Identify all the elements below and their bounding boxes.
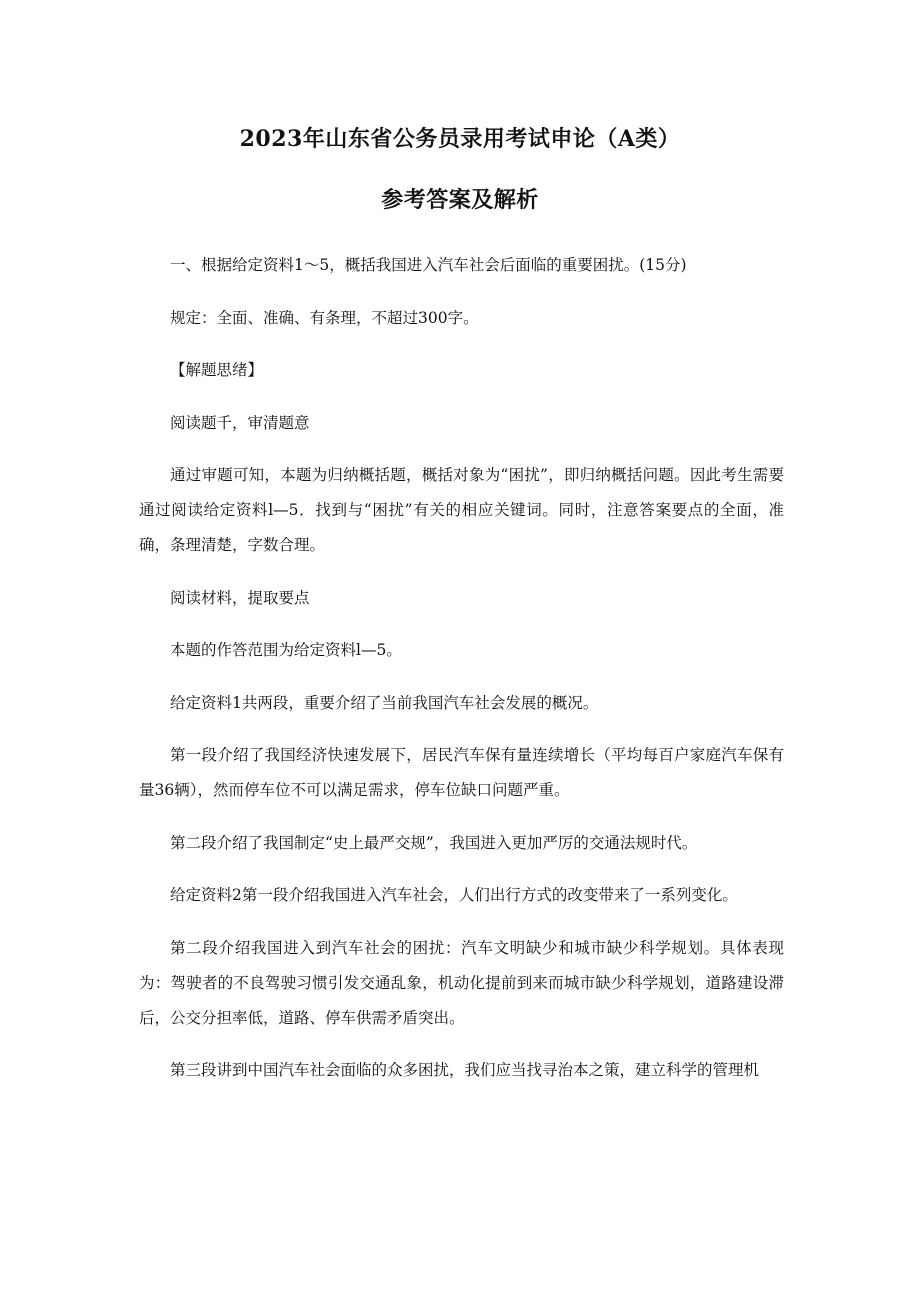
document-title: 2023年山东省公务员录用考试申论（A类） [239,126,681,152]
paragraph: 通过审题可知，本题为归纳概括题，概括对象为“困扰”，即归纳概括问题。因此考生需要通过阅读给定资料l—5．找到与“困扰”有关的相应关键词。同时，注意答案要点的全面，准确，条理清楚，字数合理。 [139,466,784,554]
subheading-read-question: 阅读题千，审清题意 [170,413,310,432]
question-prompt: 一、根据给定资料1～5，概括我国进入汽车社会后面临的重要困扰。(15分) [170,256,687,274]
subheading-read-material: 阅读材料，提取要点 [170,588,310,607]
paragraph: 第一段介绍了我国经济快速发展下，居民汽车保有量连续增长（平均每百户家庭汽车保有量36辆），然而停车位不可以满足需求，停车位缺口问题严重。 [139,746,784,799]
paragraph: 给定资料1共两段，重要介绍了当前我国汽车社会发展的概况。 [170,693,599,712]
paragraph: 第二段介绍我国进入到汽车社会的困扰：汽车文明缺少和城市缺少科学规划。具体表现为：驾驶者的不良驾驶习惯引发交通乱象，机动化提前到来而城市缺少科学规划，道路建设滞后，公交分担率低，道路、停车供需矛盾突出。 [139,938,784,1027]
section-heading: 【解题思绪】 [170,361,264,379]
document-subtitle: 参考答案及解析 [381,187,539,213]
paragraph: 第二段介绍了我国制定“史上最严交规”，我国进入更加严厉的交通法规时代。 [170,833,698,852]
document-body [139,248,784,1106]
paragraph: 给定资料2第一段介绍我国进入汽车社会，人们出行方式的改变带来了一系列变化。 [170,886,738,904]
paragraph: 第三段讲到中国汽车社会面临的众多困扰，我们应当找寻治本之策，建立科学的管理机 [170,1061,760,1079]
paragraph: 本题的作答范围为给定资料l—5。 [170,641,402,659]
question-requirement: 规定：全面、准确、有条理，不超过300字。 [170,308,479,327]
